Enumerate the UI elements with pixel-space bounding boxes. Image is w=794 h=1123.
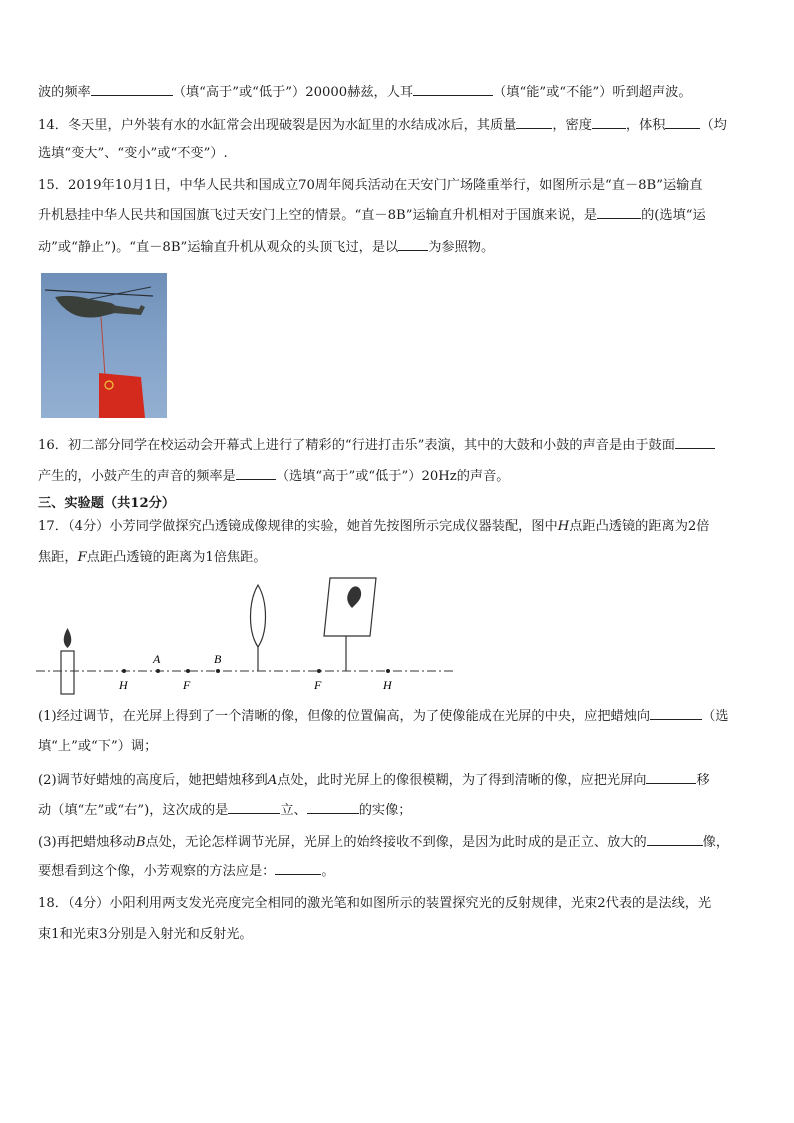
text: （选 <box>702 709 729 724</box>
national-flag <box>99 373 145 418</box>
text: 点处，无论怎样调节光屏，光屏上的始终接收不到像，是因为此时成的是正立、放大的 <box>145 835 647 850</box>
text: 移 <box>696 773 710 788</box>
text: 。 <box>321 864 335 879</box>
answer-blank[interactable] <box>413 83 493 96</box>
text: （填“能”或“不能”）听到超声波。 <box>493 85 692 100</box>
text-line <box>38 83 692 102</box>
text: 立、 <box>280 803 307 818</box>
text: 的实像； <box>358 803 412 818</box>
point-letter: B <box>135 835 146 850</box>
question-16-line-1 <box>38 436 715 455</box>
answer-blank[interactable] <box>236 467 276 480</box>
text: 点距凸透镜的距离为1倍焦距。 <box>86 550 267 565</box>
text: 点距凸透镜的距离为2倍 <box>569 519 710 534</box>
text: 像， <box>702 835 730 850</box>
point-A <box>156 669 160 673</box>
sub-question-2-line-2 <box>38 801 412 820</box>
text: 18．（4分）小阳利用两支发光亮度完全相同的激光笔和如图所示的装置探究光的反射规律，光束2代表的是法线，光 <box>38 896 712 911</box>
text: 产生的，小鼓产生的声音的频率是 <box>38 469 236 484</box>
helicopter-flag-illustration <box>41 273 167 418</box>
screen-image <box>347 586 361 608</box>
label-F: F <box>314 678 322 692</box>
text: 升机悬挂中华人民共和国国旗飞过天安门上空的情景。“直－8B”运输直升机相对于国旗来说，是 <box>38 208 598 223</box>
text: (1)经过调节，在光屏上得到了一个清晰的像，但像的位置偏高，为了使像能成在光屏的中央，应把蜡烛向 <box>38 709 651 724</box>
optical-bench-diagram <box>30 574 460 699</box>
label-B: B <box>214 652 222 666</box>
answer-blank[interactable] <box>516 116 552 129</box>
text: (3)再把蜡烛移动 <box>38 835 136 850</box>
question-15-line-1 <box>38 177 703 195</box>
text: 束1和光束3分别是入射光和反射光。 <box>38 927 253 942</box>
answer-blank[interactable] <box>307 801 359 814</box>
text: （选填“高于”或“低于”）20Hz的声音。 <box>275 469 510 484</box>
question-17-line-2 <box>38 549 267 567</box>
answer-blank[interactable] <box>91 83 173 96</box>
text: （填“高于”或“低于”）20000赫兹，人耳 <box>172 85 414 100</box>
question-18-line-2 <box>38 926 253 944</box>
answer-blank[interactable] <box>398 238 428 251</box>
text: 点处，此时光屏上的像很模糊，为了得到清晰的像，应把光屏向 <box>277 773 647 788</box>
suspension-cable <box>101 317 105 376</box>
text: 动”或“静止”)。“直－8B”运输直升机从观众的头顶飞过，是以 <box>38 240 399 255</box>
answer-blank[interactable] <box>592 116 626 129</box>
point-H-left <box>122 669 126 673</box>
text: 三、实验题（共12分） <box>38 496 176 511</box>
point-H-right <box>386 669 390 673</box>
text: 焦距， <box>38 550 78 565</box>
label-H: H <box>119 678 128 692</box>
answer-blank[interactable] <box>597 206 641 219</box>
text: 14．冬天里，户外装有水的水缸常会出现破裂是因为水缸里的水结成冰后，其质量 <box>38 118 517 133</box>
rotor-blade <box>45 290 153 296</box>
answer-blank[interactable] <box>647 833 703 846</box>
helicopter-tail <box>111 305 145 315</box>
text: 为参照物。 <box>428 240 495 255</box>
sub-question-1-line-2 <box>38 738 157 756</box>
text: 波的频率 <box>38 85 91 100</box>
question-17-line-1 <box>38 518 709 536</box>
sub-question-1-line-1 <box>38 707 729 726</box>
point-F-left <box>186 669 190 673</box>
text: 填“上”或“下”）调； <box>38 739 158 754</box>
section-heading <box>38 495 175 513</box>
question-15-line-2 <box>38 206 706 225</box>
text: 要想看到这个像，小芳观察的方法应是： <box>38 864 276 879</box>
question-14-line-2 <box>38 145 228 163</box>
answer-blank[interactable] <box>646 771 696 784</box>
text: (2)调节好蜡烛的高度后，她把蜡烛移到 <box>38 773 268 788</box>
candle <box>61 651 74 694</box>
question-15-line-3 <box>38 238 494 257</box>
question-14-line-1 <box>38 116 727 135</box>
candle-flame <box>64 628 72 648</box>
text: ，密度 <box>552 118 592 133</box>
text: 选填“变大”、“变小”或“不变”）. <box>38 146 228 161</box>
sub-question-3-line-2 <box>38 862 335 881</box>
point-B <box>216 669 220 673</box>
answer-blank[interactable] <box>665 116 700 129</box>
text: ，体积 <box>625 118 666 133</box>
label-H: H <box>383 678 392 692</box>
light-screen <box>324 578 376 636</box>
text: 15．2019年10月1日，中华人民共和国成立70周年阅兵活动在天安门广场隆重举行，如图所示是“直－8B”运输直 <box>38 178 703 193</box>
answer-blank[interactable] <box>675 436 715 449</box>
text: 16．初二部分同学在校运动会开幕式上进行了精彩的“行进打击乐”表演，其中的大鼓和小鼓的声音是由于鼓面 <box>38 438 675 453</box>
label-A: A <box>153 652 161 666</box>
sub-question-3-line-1 <box>38 833 729 852</box>
text: 动（填“左”或“右”)，这次成的是 <box>38 803 229 818</box>
text: 的(选填“运 <box>641 208 706 223</box>
answer-blank[interactable] <box>275 862 321 875</box>
convex-lens <box>251 585 266 647</box>
point-F-right <box>317 669 321 673</box>
helicopter-flag-photo <box>41 273 167 418</box>
sub-question-2-line-1 <box>38 771 710 790</box>
text: （均 <box>700 118 727 133</box>
question-16-line-2 <box>38 467 509 486</box>
helicopter-body <box>55 296 116 318</box>
label-F: F <box>183 678 191 692</box>
point-letter: H <box>557 519 570 534</box>
question-18-line-1 <box>38 895 711 913</box>
answer-blank[interactable] <box>650 707 702 720</box>
point-letter: F <box>77 550 87 565</box>
answer-blank[interactable] <box>228 801 280 814</box>
text: 17．（4分）小芳同学做探究凸透镜成像规律的实验，她首先按图所示完成仪器装配，图中 <box>38 519 558 534</box>
point-letter: A <box>267 773 278 788</box>
